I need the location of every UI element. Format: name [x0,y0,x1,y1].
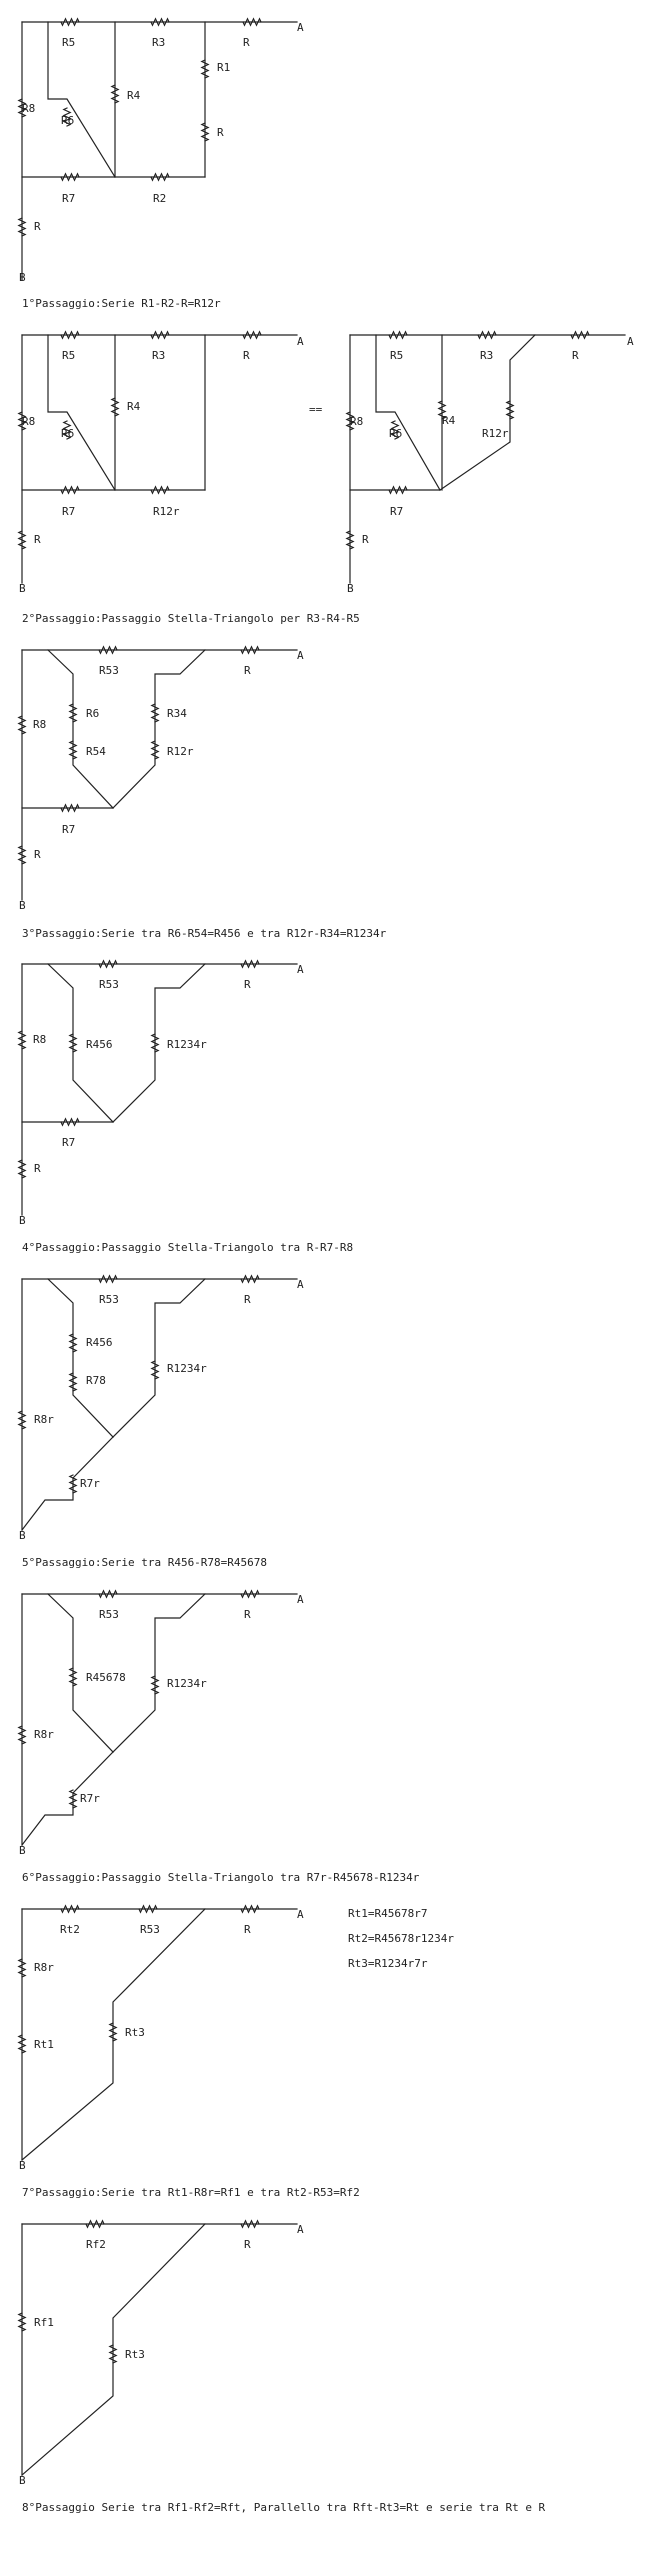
resistor-symbol [70,704,76,722]
resistor-label: Rt3 [125,2348,145,2361]
resistor [19,531,41,549]
resistor [60,1906,80,1936]
resistor-label: R53 [99,978,119,991]
equivalence-sign: == [309,403,323,416]
wire [113,1594,205,1752]
resistor-symbol [19,2313,25,2331]
resistor-label: R8 [22,102,36,115]
wire [376,335,440,490]
resistor-label: R12r [167,745,194,758]
wire [113,650,205,808]
resistor-label: R6 [86,707,100,720]
resistor-symbol [389,332,407,338]
resistor [241,961,259,991]
resistor-label: R [244,1293,251,1306]
resistor [112,398,141,416]
resistor-label: R [362,533,369,546]
terminal-a-label: A [297,649,304,662]
step-caption: 3°Passaggio:Serie tra R6-R54=R456 e tra R12r-R34=R1234r [22,927,387,940]
resistor-symbol [19,2035,25,2053]
resistor [70,1034,113,1052]
resistor-label: R [244,664,251,677]
resistor [19,716,46,734]
resistor-label: R3 [480,349,494,362]
resistor-label: R54 [86,745,106,758]
resistor [243,332,261,362]
step-caption-6 [22,1871,420,1884]
resistor [110,2345,145,2363]
step-caption: 2°Passaggio:Passaggio Stella-Triangolo per R3-R4-R5 [22,612,360,625]
resistor-label: R5 [62,36,76,49]
resistor-symbol [99,961,117,967]
diagram-step-3 [19,647,304,912]
terminal-b-label: B [19,899,26,912]
resistor-label: R [217,126,224,139]
resistor [19,1031,46,1049]
step-caption-8 [22,2501,546,2514]
resistor-symbol [19,1411,25,1429]
resistor-label: R5 [390,349,404,362]
terminal-a-label: A [297,1278,304,1291]
resistor [19,1160,41,1178]
resistor [152,1034,207,1052]
equivalence [309,403,323,416]
resistor-label: R1 [217,61,231,74]
terminal-a-label: A [297,2223,304,2236]
resistor-label: R5 [62,349,76,362]
resistor-label: Rt1 [34,2038,54,2051]
resistor-symbol [241,1906,259,1912]
resistor [86,2221,106,2251]
step-caption: 6°Passaggio:Passaggio Stella-Triangolo tra R7r-R45678-R1234r [22,1871,420,1884]
resistor-symbol [151,332,169,338]
resistor-label: R7 [62,1136,76,1149]
resistor [152,704,187,722]
resistor-symbol [19,716,25,734]
resistor-symbol [507,401,513,419]
diagram-step-6 [19,1591,304,1857]
resistor [61,487,79,518]
resistor-label: R2 [153,192,167,205]
resistor-symbol [99,1591,117,1597]
resistor [70,1668,126,1686]
resistor [19,846,41,864]
resistor [152,1361,207,1379]
resistor-label: R4 [127,89,141,102]
wire [48,22,115,177]
resistor [99,961,119,991]
step-caption: 4°Passaggio:Passaggio Stella-Triangolo tra R-R7-R8 [22,1241,354,1254]
step-caption: 1°Passaggio:Serie R1-R2-R=R12r [22,297,221,310]
resistor-label: R [34,220,41,233]
resistor-label: R7r [80,1477,100,1490]
resistor-label: Rt3 [125,2026,145,2039]
resistor [19,218,41,236]
resistor-label: R6 [61,114,75,127]
resistor-symbol [61,19,79,25]
resistor [202,60,230,78]
resistor-symbol [70,1475,76,1493]
resistor [19,1726,54,1744]
resistor [70,741,106,759]
resistor-label: R [244,2238,251,2251]
resistor-label: Rf1 [34,2316,54,2329]
resistor-label: R1234r [167,1677,207,1690]
resistor-label: R [34,848,41,861]
resistor-symbol [243,332,261,338]
resistor [152,741,194,759]
step-caption: 5°Passaggio:Serie tra R456-R78=R45678 [22,1556,268,1569]
diagram-step-8 [19,2221,304,2487]
resistor-label: R8 [33,718,47,731]
resistor-symbol [110,2345,116,2363]
resistor-label: R [244,1608,251,1621]
resistor-label: R53 [99,664,119,677]
resistor [478,332,496,362]
resistor-label: R12r [153,505,180,518]
resistor [241,2221,259,2251]
resistor-label: R7r [80,1792,100,1805]
resistor-symbol [151,19,169,25]
terminal-a-label: A [627,335,634,348]
resistor-symbol [99,1276,117,1282]
resistor-symbol [241,1276,259,1282]
resistor-symbol [478,332,496,338]
equivalent-definitions [348,1907,454,1970]
resistor [70,1373,106,1391]
resistor-symbol [347,531,353,549]
resistor-symbol [99,647,117,653]
terminal-a-label: A [297,1908,304,1921]
resistor [70,1475,100,1493]
resistor-symbol [139,1906,157,1912]
resistor-label: R7 [62,192,76,205]
wire [48,335,115,490]
resistor-label: R12r [482,427,509,440]
resistor-label: R6 [389,427,403,440]
resistor [482,401,513,440]
resistor-label: R3 [152,349,166,362]
resistor-symbol [152,741,158,759]
resistor [70,1334,113,1352]
resistor [202,123,224,141]
resistor-label: R78 [86,1374,106,1387]
resistor [19,2313,54,2331]
step-caption-4 [22,1241,353,1254]
resistor-symbol [152,704,158,722]
resistor-symbol [152,1034,158,1052]
resistor [347,531,369,549]
resistor-symbol [70,1034,76,1052]
resistor-label: R8 [33,1033,47,1046]
resistor-symbol [241,1591,259,1597]
resistor-label: R456 [86,1038,113,1051]
resistor [243,19,261,49]
terminal-b-label: B [19,1529,26,1542]
resistor [70,704,99,722]
resistor-label: R3 [152,36,166,49]
terminal-b-label: B [19,2159,26,2172]
resistor [61,421,74,440]
resistor [61,19,79,49]
resistor-label: Rf2 [86,2238,106,2251]
resistor [19,99,35,117]
resistor-symbol [110,2023,116,2041]
resistor [99,1591,119,1621]
diagram-step-4 [19,961,304,1227]
terminal-a-label: A [297,335,304,348]
resistor-label: R8r [34,1728,54,1741]
resistor [241,1276,259,1306]
resistor-symbol [19,1959,25,1977]
resistor [99,647,119,677]
resistor [99,1276,119,1306]
definition: Rt1=R45678r7 [348,1907,428,1920]
resistor [61,332,79,362]
resistor [151,487,180,518]
resistor [70,1790,100,1808]
resistor-label: R [244,978,251,991]
resistor-symbol [61,487,79,493]
resistor-symbol [61,332,79,338]
resistor-label: R [34,533,41,546]
resistor-label: R7 [390,505,404,518]
terminal-b-label: B [347,582,354,595]
terminal-a-label: A [297,963,304,976]
step-caption-1 [22,297,221,310]
resistor [571,332,589,362]
resistor-label: R [243,349,250,362]
step-caption: 7°Passaggio:Serie tra Rt1-R8r=Rf1 e tra Rt2-R53=Rf2 [22,2186,360,2199]
resistor-symbol [152,1676,158,1694]
resistor-symbol [19,846,25,864]
terminal-b-label: B [19,1214,26,1227]
resistor-symbol [19,1031,25,1049]
terminal-a-label: A [297,21,304,34]
resistor-symbol [151,487,169,493]
resistor-symbol [202,60,208,78]
resistor-symbol [152,1361,158,1379]
resistor-symbol [241,2221,259,2227]
resistor-symbol [61,174,79,180]
terminal-b-label: B [19,582,26,595]
resistor-label: R [244,1923,251,1936]
diagram-step-7 [19,1906,304,2172]
resistor-label: R53 [140,1923,160,1936]
resistor-label: R [34,1162,41,1175]
resistor-label: R [243,36,250,49]
resistor [61,1119,79,1149]
resistor-symbol [571,332,589,338]
wire [22,2224,205,2475]
resistor [241,1906,259,1936]
resistor [110,2023,145,2041]
resistor [389,421,402,440]
diagram-step-5 [19,1276,304,1542]
terminal-b-label: B [19,1844,26,1857]
resistor-label: R4 [127,400,141,413]
definition: Rt2=R45678r1234r [348,1932,454,1945]
resistor-symbol [112,398,118,416]
resistor-symbol [19,1160,25,1178]
resistor-symbol [61,805,79,811]
resistor-label: R [572,349,579,362]
terminal-b-label: B [19,271,26,284]
resistor-symbol [241,647,259,653]
step-caption-5 [22,1556,267,1569]
resistor [151,174,169,205]
resistor [241,647,259,677]
diagram-step-1 [19,19,304,284]
resistor-label: R53 [99,1608,119,1621]
diagram-step-2-transformed [347,332,634,595]
resistor-label: R8r [34,1961,54,1974]
resistor [139,1906,160,1936]
resistor-symbol [61,1119,79,1125]
resistor-symbol [61,1906,79,1912]
resistor [61,108,74,127]
resistor-symbol [19,1726,25,1744]
resistor-symbol [19,531,25,549]
resistor-symbol [70,1790,76,1808]
step-caption-3 [22,927,387,940]
resistor-symbol [243,19,261,25]
resistor [389,332,407,362]
resistor-label: R4 [442,414,456,427]
resistor-label: R53 [99,1293,119,1306]
resistor [19,1959,54,1977]
resistor-label: R456 [86,1336,113,1349]
resistor-symbol [86,2221,104,2227]
resistor-label: R1234r [167,1038,207,1051]
resistor [19,2035,54,2053]
resistor-label: R45678 [86,1671,126,1684]
resistor-label: R8r [34,1413,54,1426]
terminal-b-label: B [19,2474,26,2487]
resistor [241,1591,259,1621]
resistor [19,1411,54,1429]
resistor [151,332,169,362]
resistor-symbol [202,123,208,141]
resistor-symbol [241,961,259,967]
resistor-symbol [70,741,76,759]
step-caption-2 [22,612,360,625]
resistor [152,1676,207,1694]
resistor [389,487,407,518]
resistor [61,174,79,205]
resistor [439,401,456,427]
resistor-label: R7 [62,505,76,518]
resistor-label: R8 [350,415,364,428]
definition: Rt3=R1234r7r [348,1957,428,1970]
resistor [61,805,79,836]
resistor-symbol [151,174,169,180]
resistor-label: Rt2 [60,1923,80,1936]
diagram-step-2 [19,332,304,595]
resistor-label: R6 [61,427,75,440]
resistor [347,412,363,430]
resistor-symbol [70,1373,76,1391]
resistor-label: R8 [22,415,36,428]
resistor-symbol [112,85,118,103]
resistor [19,412,35,430]
resistor-label: R7 [62,823,76,836]
resistor-symbol [19,218,25,236]
wire [113,1279,205,1437]
step-caption-7 [22,2186,360,2199]
resistor-symbol [389,487,407,493]
resistor-symbol [70,1334,76,1352]
resistor-symbol [70,1668,76,1686]
resistor [112,85,141,103]
step-caption: 8°Passaggio Serie tra Rf1-Rf2=Rft, Parallello tra Rft-Rt3=Rt e serie tra Rt e R [22,2501,546,2514]
resistor-label: R34 [167,707,187,720]
terminal-a-label: A [297,1593,304,1606]
resistor-label: R1234r [167,1362,207,1375]
resistor [151,19,169,49]
